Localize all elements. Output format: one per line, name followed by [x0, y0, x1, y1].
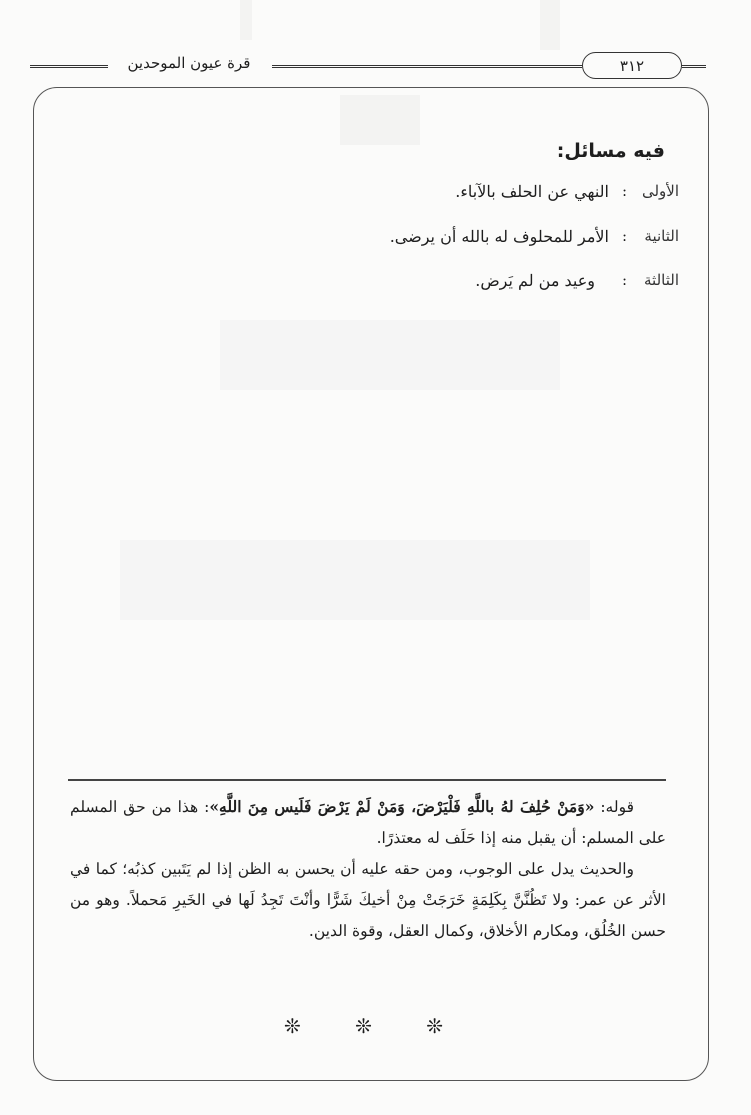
hadith-quote: «وَمَنْ حُلِفَ لهُ باللَّهِ فَلْيَرْضَ، وَمَنْ لَمْ يَرْضَ فَلَيس مِنَ اللَّهِ» [209, 797, 595, 816]
issue-colon: : [621, 182, 627, 200]
issue-label: الأولى [641, 182, 679, 200]
issue-label: الثانية [644, 227, 679, 245]
bleed-through-shade [540, 0, 560, 50]
header-rule-right [682, 65, 706, 68]
issue-colon: : [621, 271, 627, 289]
book-title: قرة عيون الموحدين [127, 54, 251, 72]
header-rule-left [30, 65, 108, 68]
issue-text: النهي عن الحلف بالآباء. [455, 182, 609, 201]
commentary-paragraph: والحديث يدل على الوجوب، ومن حقه عليه أن يحسن به الظن إذا لم يَتَبين كذبُه؛ كما في الأثر عن عمر: ولا تَظُنَّنَّ بِكَلِمَةٍ خَرَجَتْ مِنْ أخيكَ شَرًّا وأنْتَ تَجِدُ لَها في الخَيرِ مَحملاً. وهو من حسن الخُلُق، ومكارم الأخلاق، وكمال العقل، وقوة الدين. [70, 860, 666, 940]
running-header [30, 52, 706, 82]
closing-ornament: ❊ ❊ ❊ [284, 1014, 467, 1038]
commentary-text: : هذا من حق المسلم على المسلم: أن يقبل منه إذا حَلَف له معتذرًا. [70, 798, 666, 847]
commentary-divider [68, 779, 666, 781]
header-rule-middle [272, 65, 582, 68]
issues-heading: فيه مسائل: [556, 140, 665, 162]
issue-label: الثالثة [644, 271, 679, 289]
page-number: ٣١٢ [582, 52, 682, 79]
issue-item-second [79, 227, 679, 257]
issue-text: الأمر للمحلوف له بالله أن يرضى. [389, 227, 609, 246]
issue-item-first [79, 182, 679, 212]
bleed-through-shade [240, 0, 252, 40]
commentary-paragraph [70, 791, 666, 854]
commentary-intro: قوله: [594, 798, 634, 816]
issue-text: وعيد من لم يَرض. [475, 271, 595, 290]
issue-colon: : [621, 227, 627, 245]
commentary [70, 791, 666, 947]
issue-item-third [79, 271, 679, 301]
